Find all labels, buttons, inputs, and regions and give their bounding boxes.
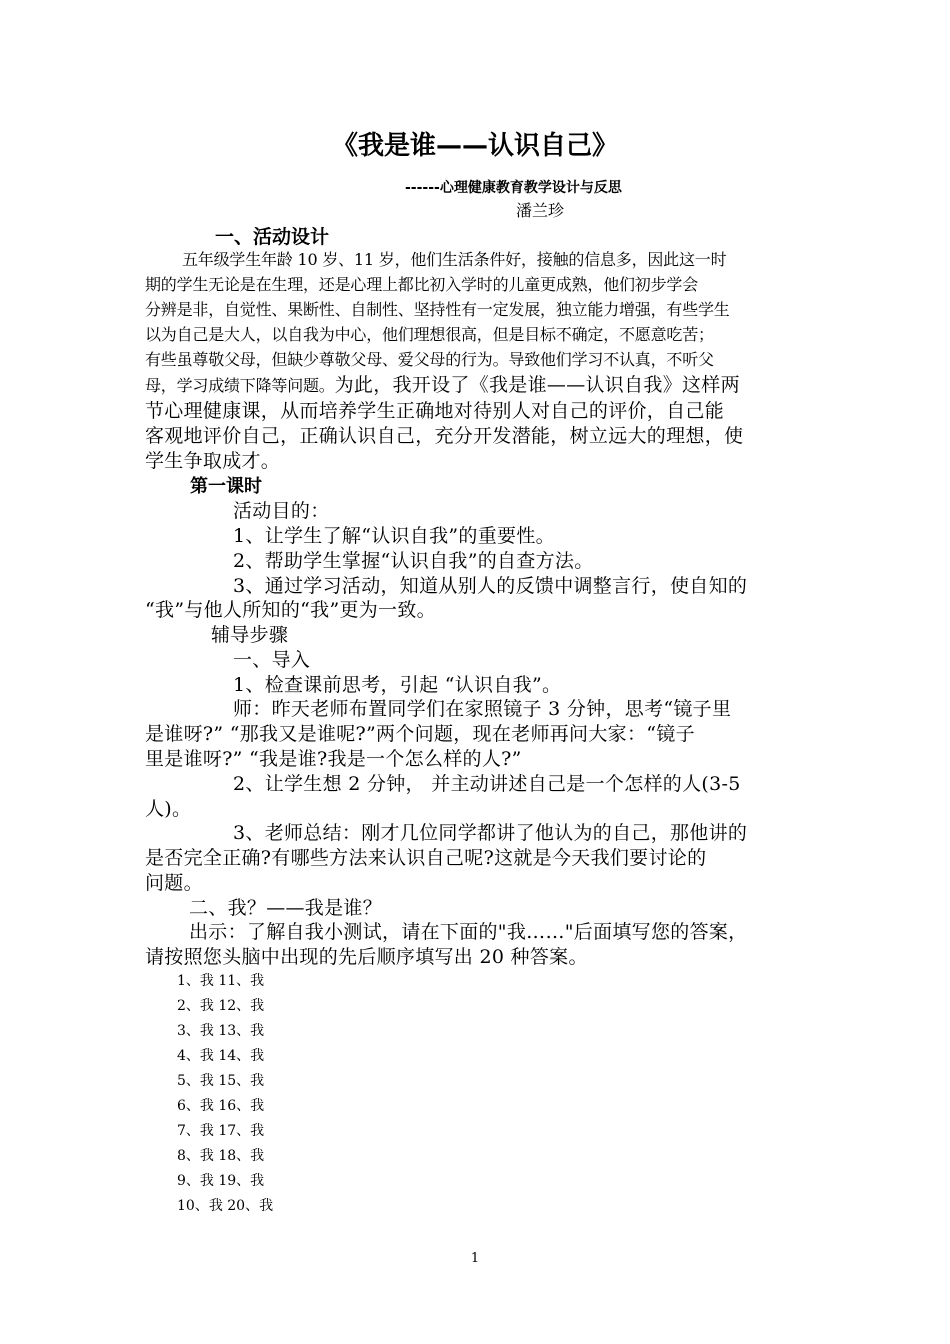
author-name: 潘兰珍 [516, 201, 565, 220]
goal-item: 3、通过学习活动，知道从别人的反馈中调整言行，使自知的 [233, 575, 748, 597]
step-two-heading: 二、我？——我是谁？ [189, 897, 383, 919]
answer-line: 6、我 16、我 [177, 1098, 265, 1114]
answer-line: 7、我 17、我 [177, 1123, 265, 1139]
document-title: 《我是谁——认识自己》 [331, 131, 618, 161]
steps-label: 辅导步骤 [211, 624, 289, 646]
intro-line: 学生争取成才。 [145, 450, 281, 472]
answer-line: 8、我 18、我 [177, 1148, 265, 1164]
step-one-line: 是谁呀?” “那我又是谁呢?”两个问题，现在老师再问大家：“镜子 [145, 723, 695, 745]
intro-line-mixed [145, 376, 740, 395]
answer-line: 2、我 12、我 [177, 998, 265, 1014]
answer-line: 5、我 15、我 [177, 1073, 265, 1089]
lesson-one-heading: 第一课时 [190, 476, 262, 497]
answer-line: 3、我 13、我 [177, 1023, 265, 1039]
step-one-line: 师：昨天老师布置同学们在家照镜子 3 分钟，思考“镜子里 [233, 698, 732, 720]
document-subtitle: ------心理健康教育教学设计与反思 [405, 180, 622, 196]
step-one-line: 里是谁呀?” “我是谁?我是一个怎么样的人?” [145, 748, 522, 770]
intro-line: 分辨是非，自觉性、果断性、自制性、坚持性有一定发展，独立能力增强，有些学生 [145, 300, 730, 319]
step-one-line: 是否完全正确?有哪些方法来认识自己呢?这就是今天我们要讨论的 [145, 847, 707, 869]
intro-mixed-big-text: 为此，我开设了《我是谁——认识自我》这样两 [334, 374, 740, 396]
answer-line: 10、我 20、我 [177, 1198, 274, 1214]
step-one-line: 问题。 [145, 872, 203, 894]
step-one-line: 2、让学生想 2 分钟， 并主动讲述自己是一个怎样的人(3-5 [233, 773, 741, 795]
goal-item: 1、让学生了解“认识自我”的重要性。 [233, 525, 555, 547]
step-one-line: 3、老师总结：刚才几位同学都讲了他认为的自己，那他讲的 [233, 822, 748, 844]
step-one-heading: 一、导入 [233, 649, 311, 671]
intro-line: 有些虽尊敬父母，但缺少尊敬父母、爱父母的行为。导致他们学习不认真，不听父 [145, 350, 714, 369]
intro-mixed-small-text: 母，学习成绩下降等问题。 [145, 376, 335, 395]
goal-item: 2、帮助学生掌握“认识自我”的自查方法。 [233, 550, 594, 572]
answer-line: 9、我 19、我 [177, 1173, 265, 1189]
page-number: 1 [470, 1251, 480, 1266]
step-one-line: 1、检查课前思考，引起 “认识自我”。 [233, 674, 562, 696]
intro-line: 五年级学生年龄 10 岁、11 岁，他们生活条件好，接触的信息多，因此这一时 [182, 250, 727, 269]
intro-line: 期的学生无论是在生理，还是心理上都比初入学时的儿童更成熟，他们初步学会 [145, 275, 699, 294]
step-one-line: 人)。 [145, 798, 192, 820]
answer-line: 4、我 14、我 [177, 1048, 265, 1064]
intro-line: 节心理健康课，从而培养学生正确地对待别人对自己的评价，自己能 [145, 400, 725, 422]
section-heading-activity-design: 一、活动设计 [215, 226, 330, 248]
goals-label: 活动目的： [233, 500, 330, 522]
step-two-line: 出示：了解自我小测试，请在下面的"我……"后面填写您的答案， [189, 921, 748, 943]
intro-line: 以为自己是大人，以自我为中心，他们理想很高，但是目标不确定，不愿意吃苦； [145, 325, 714, 344]
goal-item-continued: “我”与他人所知的“我”更为一致。 [145, 599, 436, 621]
step-two-line: 请按照您头脑中出现的先后顺序填写出 20 种答案。 [145, 946, 588, 968]
answer-line: 1、我 11、我 [177, 973, 265, 989]
intro-line: 客观地评价自己，正确认识自己，充分开发潜能，树立远大的理想，使 [145, 425, 744, 447]
